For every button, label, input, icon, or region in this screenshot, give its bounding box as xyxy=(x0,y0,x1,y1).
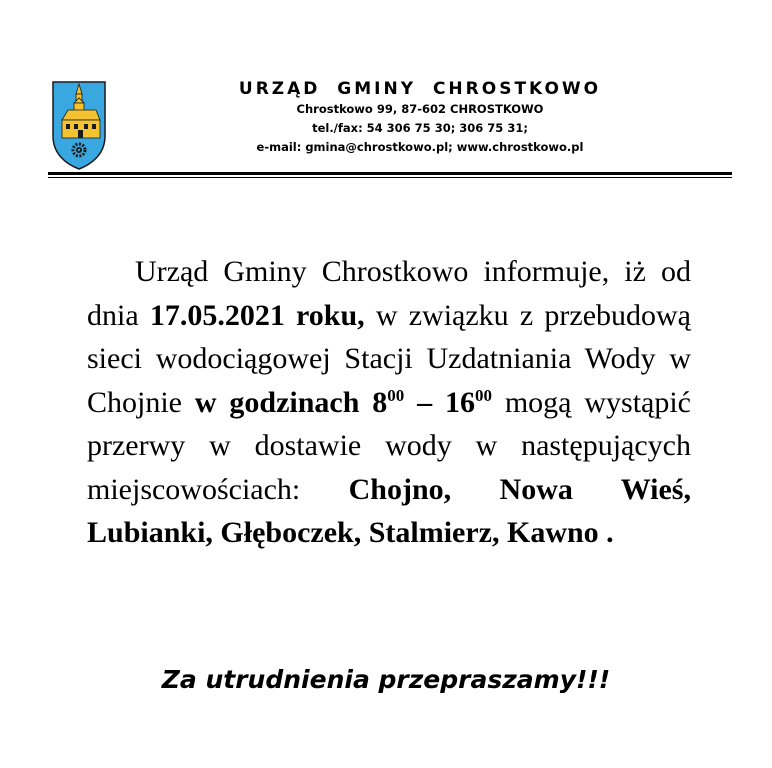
hour-end: 16 xyxy=(444,385,475,419)
letterhead xyxy=(160,78,680,157)
hour-range xyxy=(372,386,492,419)
affected-villages: Chojno, Nowa Wieś, Lubianki, Głęboczek, Stalmierz, Kawno . xyxy=(87,472,691,549)
hour-dash: – xyxy=(404,385,445,419)
hour-start: 8 xyxy=(372,385,388,419)
notice-date: 17.05.2021 roku, xyxy=(149,298,365,332)
notice-effect: mogą wystąpić przerwy w dostawie wody w następujących miejscowościach: xyxy=(87,385,691,506)
notice-intro: Urząd Gminy Chrostkowo informuje, iż od dnia xyxy=(87,255,691,332)
notice-paragraph xyxy=(87,250,691,555)
phone-fax: tel./fax: 54 306 75 30; 306 75 31; xyxy=(312,121,528,135)
header-divider-thin xyxy=(48,177,732,178)
postal-address: Chrostkowo 99, 87-602 CHROSTKOWO xyxy=(296,102,544,116)
hours-label: w godzinach xyxy=(194,385,360,419)
hour-end-minutes: 00 xyxy=(474,385,492,405)
closing-apology: Za utrudnienia przepraszamy!!! xyxy=(161,665,611,694)
organization-name: URZĄD GMINY CHROSTKOWO xyxy=(238,79,602,99)
notice-reason: w związku z przebudową sieci wodociągowej Stacji Uzdatniania Wody w Chojnie xyxy=(87,298,691,419)
email-website: e-mail: gmina@chrostkowo.pl; www.chrostkowo.pl xyxy=(256,140,584,154)
notice-body xyxy=(87,250,691,555)
hour-start-minutes: 00 xyxy=(387,385,405,405)
header-divider-thick xyxy=(48,172,732,175)
municipality-crest xyxy=(52,78,106,170)
